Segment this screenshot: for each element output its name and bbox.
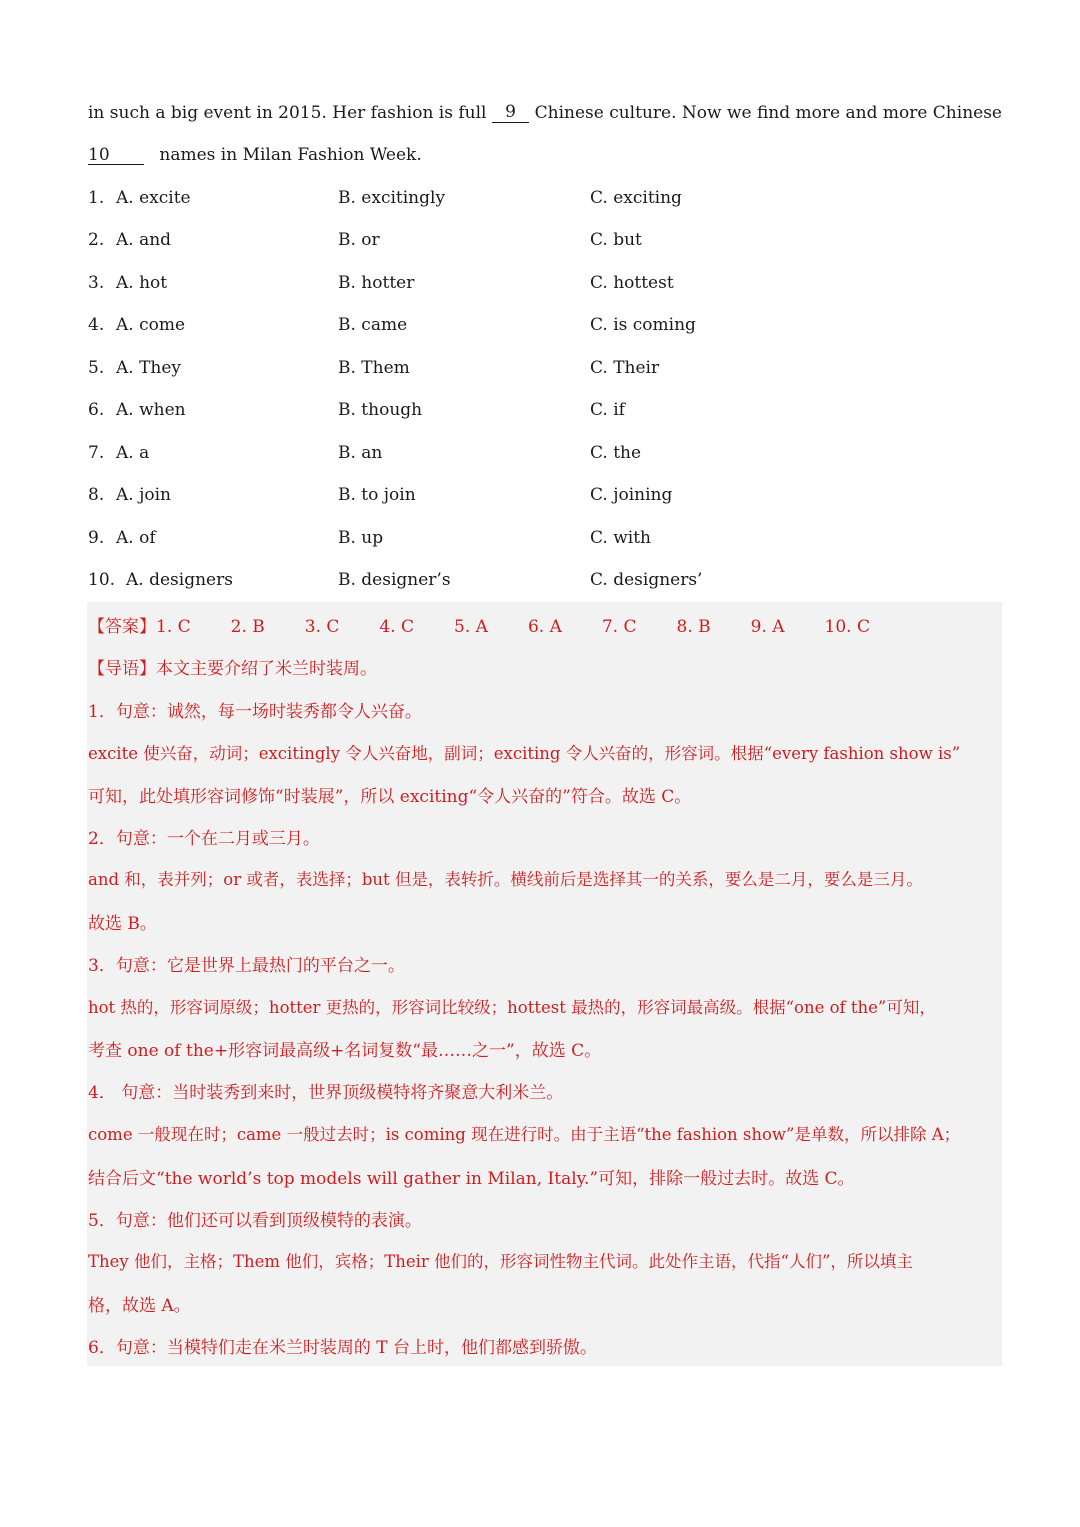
option-a: A. and — [116, 230, 172, 250]
option-c: C. if — [590, 400, 625, 420]
explanation-line: 4． 句意：当时装秀到来时，世界顶级模特将齐聚意大利米兰。 — [88, 1083, 564, 1103]
option-a: A. join — [116, 485, 171, 505]
question-number: 6. — [88, 400, 105, 420]
option-b: B. designer’s — [338, 570, 451, 590]
option-b: B. excitingly — [338, 188, 446, 208]
explanation-line: 可知，此处填形容词修饰“时装展”，所以 exciting“令人兴奋的”符合。故选 C。 — [88, 787, 692, 807]
question-row — [88, 188, 1002, 212]
passage-text: names in Milan Fashion Week. — [159, 145, 422, 165]
explanation-line: and 和，表并列；or 或者，表选择；but 但是，表转折。横线前后是选择其一的关系，要么是二月，要么是三月。 — [88, 870, 923, 889]
question-number: 7. — [88, 443, 105, 463]
question-number: 9. — [88, 528, 105, 548]
question-number: 10. — [88, 570, 116, 590]
option-c: C. with — [590, 528, 651, 548]
option-b: B. Them — [338, 358, 410, 378]
explanation-line: 考查 one of the+形容词最高级+名词复数“最……之一”，故选 C。 — [88, 1041, 602, 1061]
option-b: B. hotter — [338, 273, 415, 293]
option-c: C. the — [590, 443, 642, 463]
question-number: 1. — [88, 188, 105, 208]
passage-line-2 — [88, 145, 422, 165]
question-number: 5. — [88, 358, 105, 378]
option-b: B. came — [338, 315, 408, 335]
question-row — [88, 485, 1002, 509]
question-row — [88, 400, 1002, 424]
question-row — [88, 273, 1002, 297]
explanation-line: hot 热的，形容词原级；hotter 更热的，形容词比较级；hottest 最热的，形容词最高级。根据“one of the”可知， — [88, 998, 936, 1017]
question-number: 8. — [88, 485, 105, 505]
option-a: A. of — [116, 528, 156, 548]
blank-10: 10 — [88, 146, 144, 165]
answer-item: 7. C — [601, 617, 637, 637]
answer-item: 10. C — [824, 617, 870, 637]
option-a: A. a — [116, 443, 150, 463]
option-c: C. designers’ — [590, 570, 703, 590]
blank-9: 9 — [492, 103, 528, 123]
explanation-line: 故选 B。 — [88, 914, 157, 934]
answer-item: 2. B — [230, 617, 265, 637]
explanation-line: 6．句意：当模特们走在米兰时装周的 T 台上时，他们都感到骄傲。 — [88, 1338, 597, 1358]
option-a: A. when — [116, 400, 186, 420]
option-a: A. They — [116, 358, 182, 378]
answer-item: 4. C — [379, 617, 415, 637]
answer-item: 6. A — [527, 617, 562, 637]
answer-item: 5. A — [454, 617, 488, 637]
option-c: C. exciting — [590, 188, 682, 208]
question-number: 4. — [88, 315, 105, 335]
question-row — [88, 443, 1002, 467]
question-row — [88, 528, 1002, 552]
question-number: 2. — [88, 230, 105, 250]
answer-item: 3. C — [304, 617, 340, 637]
explanation-line: come 一般现在时；came 一般过去时；is coming 现在进行时。由于主语“the fashion show”是单数，所以排除 A； — [88, 1125, 961, 1144]
explanation-line: 结合后文“the world’s top models will gather in Milan, Italy.”可知，排除一般过去时。故选 C。 — [88, 1169, 855, 1189]
option-b: B. an — [338, 443, 383, 463]
option-b: B. though — [338, 400, 423, 420]
question-number: 3. — [88, 273, 105, 293]
option-b: B. up — [338, 528, 384, 548]
answer-key — [88, 612, 870, 637]
question-row — [88, 315, 1002, 339]
answer-item: 1. C — [156, 617, 191, 637]
answer-item: 8. B — [676, 617, 711, 637]
option-c: C. but — [590, 230, 642, 250]
option-c: C. hottest — [590, 273, 674, 293]
passage-line-1 — [88, 103, 1002, 123]
option-b: B. to join — [338, 485, 416, 505]
option-a: A. excite — [116, 188, 191, 208]
option-a: A. come — [116, 315, 186, 335]
intro-line: 【导语】本文主要介绍了米兰时装周。 — [88, 659, 377, 679]
passage-text: in such a big event in 2015. Her fashion is full — [88, 103, 487, 123]
answer-item: 9. A — [750, 617, 785, 637]
explanation-line: 3．句意：它是世界上最热门的平台之一。 — [88, 956, 405, 976]
explanation-line: 2．句意：一个在二月或三月。 — [88, 829, 320, 849]
question-row — [88, 358, 1002, 382]
explanation-line: 1．句意：诚然，每一场时装秀都令人兴奋。 — [88, 702, 422, 722]
option-a: A. designers — [126, 570, 233, 590]
explanation-line: excite 使兴奋，动词；excitingly 令人兴奋地，副词；exciting 令人兴奋的，形容词。根据“every fashion show is” — [88, 744, 961, 763]
answer-label: 【答案】 — [88, 617, 156, 637]
explanation-line: 格，故选 A。 — [88, 1296, 191, 1316]
question-row — [88, 230, 1002, 254]
option-c: C. joining — [590, 485, 673, 505]
explanation-line: 5．句意：他们还可以看到顶级模特的表演。 — [88, 1211, 422, 1231]
question-row — [88, 570, 1002, 594]
option-b: B. or — [338, 230, 380, 250]
option-c: C. is coming — [590, 315, 696, 335]
explanation-line: They 他们，主格；Them 他们，宾格；Their 他们的，形容词性物主代词。此处作主语，代指“人们”，所以填主 — [88, 1252, 913, 1271]
option-a: A. hot — [116, 273, 168, 293]
passage-text: Chinese culture. Now we find more and more Chinese — [534, 103, 1002, 123]
option-c: C. Their — [590, 358, 660, 378]
